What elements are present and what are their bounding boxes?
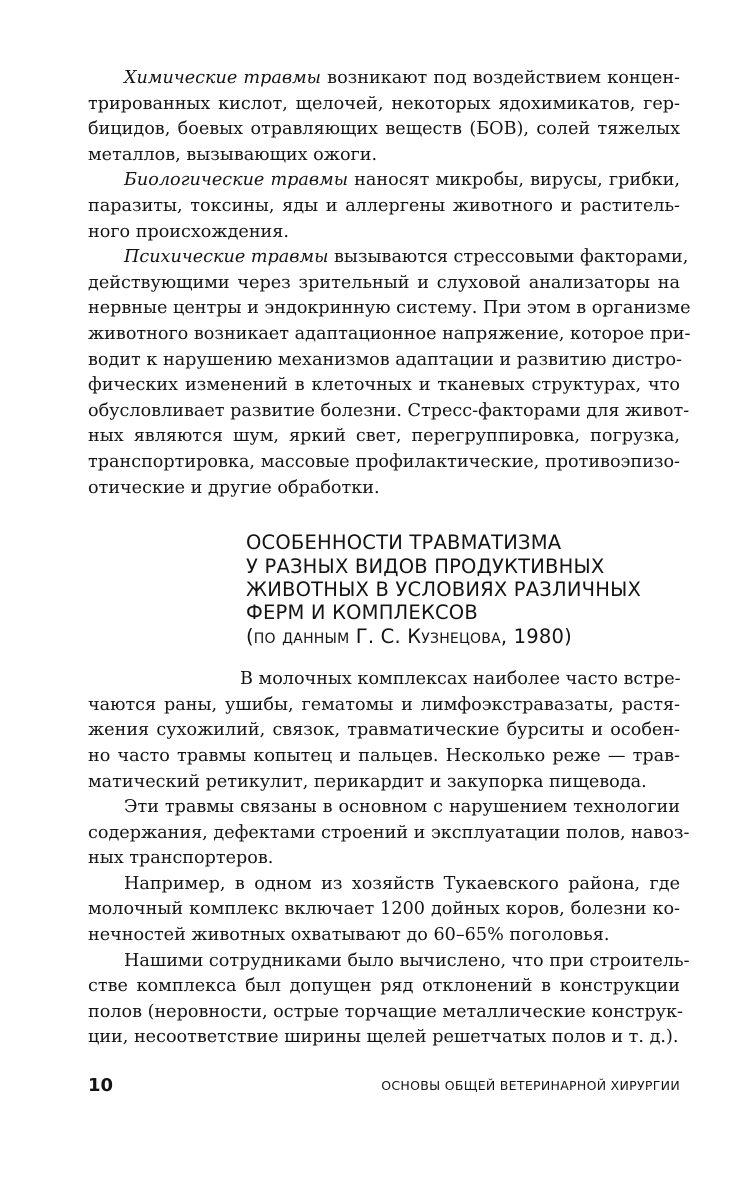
text-line: ции, несоответствие ширины щелей решетчатых полов и т. д.). [88,1027,679,1048]
text-line: ного происхождения. [88,221,289,242]
page-footer [88,1075,680,1099]
term-chemical-injuries: Химические травмы [124,68,321,88]
text-line: фических изменений в клеточных и тканевых структурах, что [88,375,680,396]
text-line: чаются раны, ушибы, гематомы и лимфоэкстравазаты, растя- [88,694,680,715]
text-line: нервные центры и эндокринную систему. При этом в организме [88,298,691,319]
text-fragment: наносят микробы, вирусы, грибки, [348,170,680,191]
text-line: матический ретикулит, перикардит и закупорка пищевода. [88,771,647,792]
section-heading [246,531,680,648]
page-number: 10 [88,1075,114,1096]
paragraph-causes [88,795,690,872]
text-line: нечностей животных охватывают до 60–65% поголовья. [88,925,610,946]
text-line: содержания, дефектами строений и эксплуатации полов, навоз- [88,822,690,843]
text-line [88,168,680,194]
text-line [88,245,689,271]
heading-source: (по данным Г. С. Кузнецова, 1980) [246,624,572,648]
running-title: ОСНОВЫ ОБЩЕЙ ВЕТЕРИНАРНОЙ ХИРУРГИИ [381,1078,680,1093]
text-line: водит к нарушению механизмов адаптации и развитию дистро- [88,349,682,370]
heading-line: У РАЗНЫХ ВИДОВ ПРОДУКТИВНЫХ [246,554,605,578]
paragraph-psychic-injuries [88,245,691,501]
text-line: бицидов, боевых отравляющих веществ (БОВ), солей тяжелых [88,119,680,140]
text-line: жения сухожилий, связок, травматические бурситы и особен- [88,720,680,741]
text-line: Эти травмы связаны в основном с нарушением технологии [124,797,680,818]
paragraph-calculation [88,949,690,1051]
text-line: молочный комплекс включает 1200 дойных коров, болезни ко- [88,899,680,920]
text-line: Например, в одном из хозяйств Тукаевского района, где [124,873,680,894]
heading-line: ЖИВОТНЫХ В УСЛОВИЯХ РАЗЛИЧНЫХ [246,577,642,601]
text-fragment: возникают под воздействием концен- [321,68,680,88]
paragraph-chemical-injuries [88,66,680,168]
text-line: но часто травмы копытец и пальцев. Несколько реже — трав- [88,745,680,766]
text-line: паразиты, токсины, яды и аллергены животного и раститель- [88,195,680,216]
text-line: ных транспортеров. [88,848,274,869]
text-line: действующими через зрительный и слуховой анализаторы на [88,272,680,293]
text-fragment: вызываются стрессовыми факторами, [328,247,689,268]
term-biological-injuries: Биологические травмы [124,170,349,191]
text-line: полов (неровности, острые торчащие металлические конструк- [88,1001,683,1022]
paragraph-dairy-complexes [88,667,680,795]
heading-line: ФЕРМ И КОМПЛЕКСОВ [246,601,478,625]
text-line [88,66,680,92]
heading-line: ОСОБЕННОСТИ ТРАВМАТИЗМА [246,531,562,555]
term-psychic-injuries: Психические травмы [124,247,329,268]
text-line: животного возникает адаптационное напряжение, которое при- [88,323,691,344]
text-line: стве комплекса был допущен ряд отклонений в конструкции [88,976,680,997]
text-line: В молочных комплексах наиболее часто встре- [240,669,681,690]
text-line: транспортировка, массовые профилактические, противоэпизо- [88,451,680,472]
paragraph-biological-injuries [88,168,680,245]
text-line: Нашими сотрудниками было вычислено, что при строитель- [124,950,690,971]
page-body [88,66,691,1051]
text-line: трированных кислот, щелочей, некоторых ядохимикатов, гер- [88,93,680,114]
text-line: ных являются шум, яркий свет, перегруппировка, погрузка, [88,426,680,447]
text-line: отические и другие обработки. [88,477,380,498]
paragraph-example [88,872,680,949]
text-line: обусловливает развитие болезни. Стресс-факторами для живот- [88,400,690,421]
text-line: металлов, вызывающих ожоги. [88,144,378,165]
